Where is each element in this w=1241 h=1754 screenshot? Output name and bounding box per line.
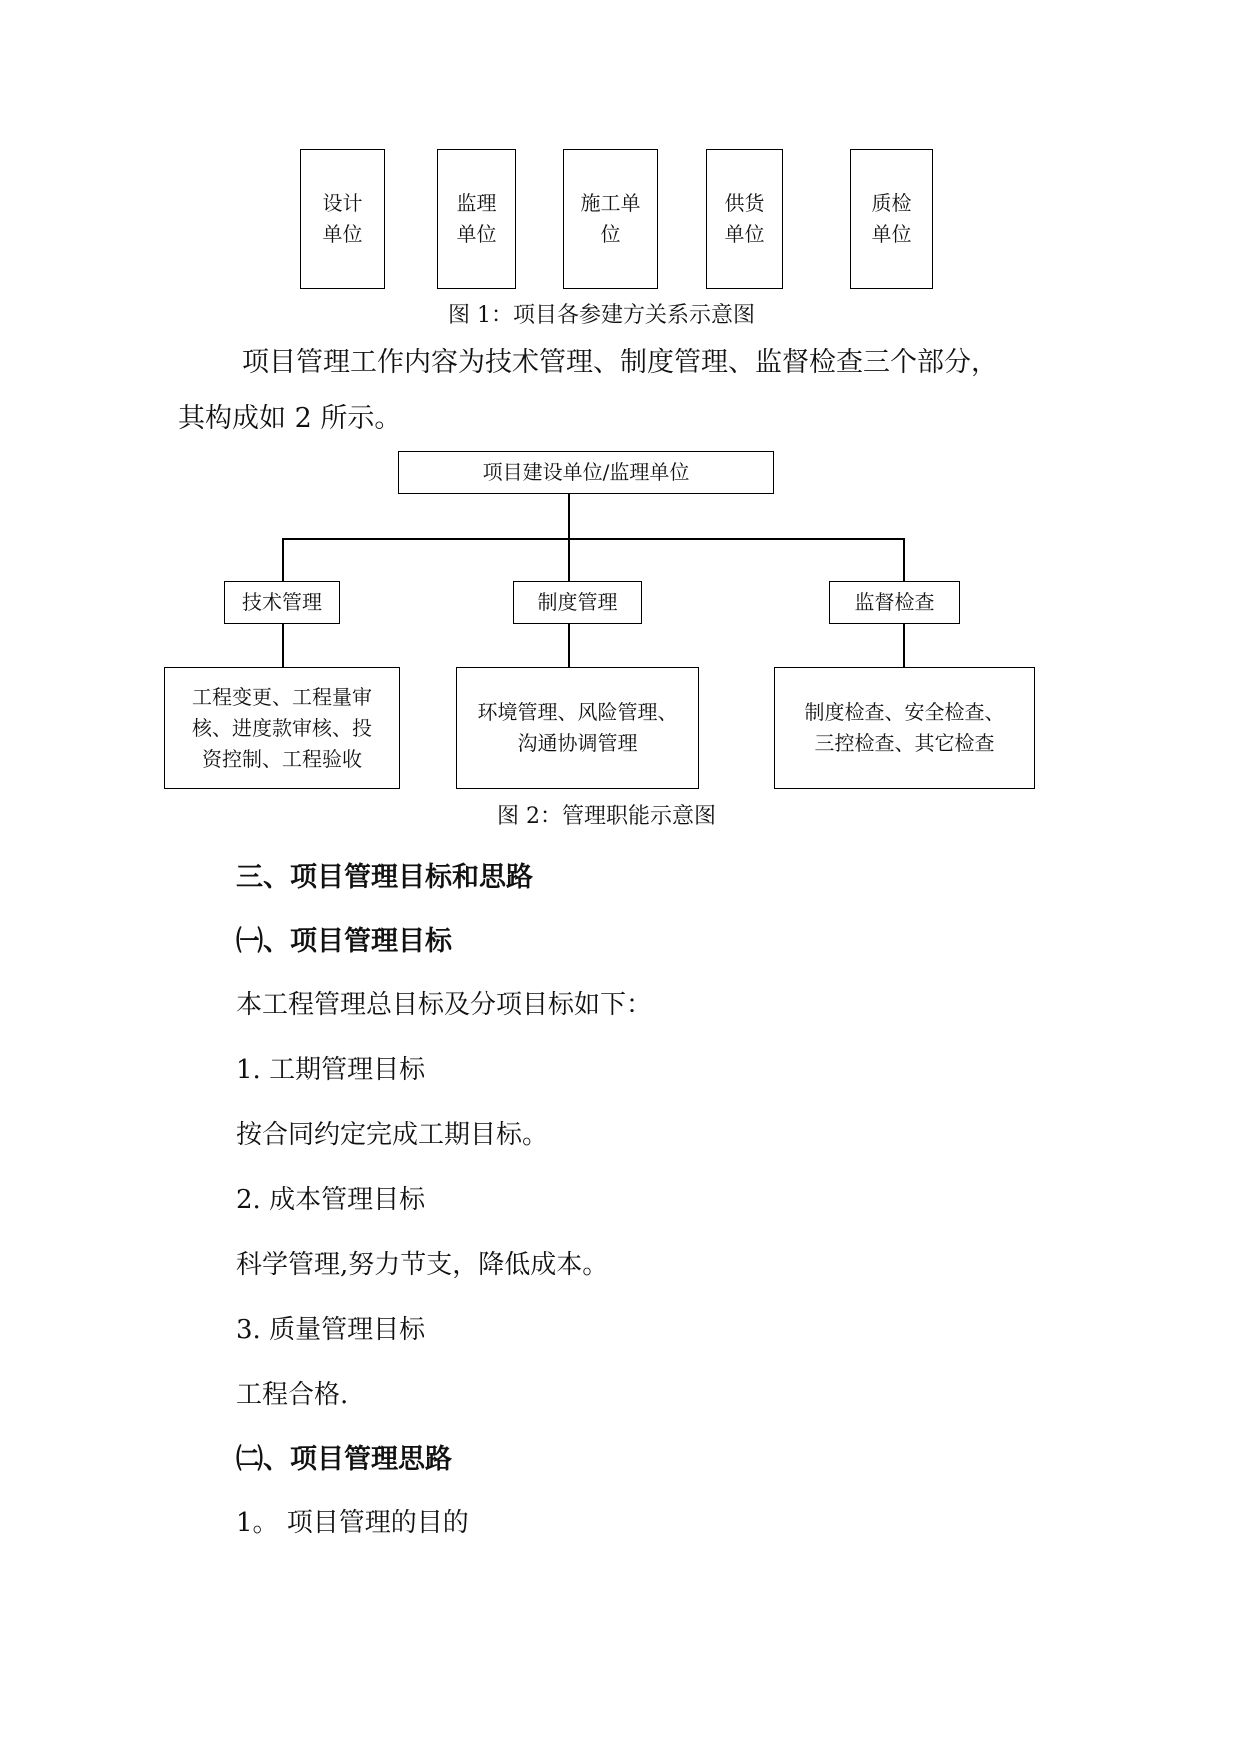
detail-text: 制度检查、安全检查、 三控检查、其它检查 [804,700,1005,755]
branch-box-system [513,581,642,624]
figure-2-caption: 图 2：管理职能示意图 [497,804,716,829]
detail-box-system [456,667,699,789]
root-box [398,451,774,494]
unit-label: 施工单 位 [580,191,641,246]
unit-box-supervision [437,149,516,289]
subsection-1-title: ㈠、项目管理目标 [236,926,452,957]
unit-box-design [300,149,385,289]
unit-label: 质检 单位 [871,191,912,246]
item-3-text: 工程合格. [236,1380,349,1410]
connector-root-down [568,494,570,538]
unit-box-quality-inspection [850,149,933,289]
detail-text: 环境管理、风险管理、 沟通协调管理 [477,700,678,755]
detail-text: 工程变更、工程量审 核、进度款审核、投 资控制、工程验收 [192,684,372,771]
detail-box-technical [164,667,400,789]
intro-line-1: 项目管理工作内容为技术管理、制度管理、监督检查三个部分， [242,347,998,378]
connector-detail-1 [282,624,284,668]
unit-box-construction [563,149,658,289]
unit-box-supplier [706,149,783,289]
item-3-heading: 3. 质量管理目标 [236,1315,426,1345]
connector-detail-3 [903,624,905,668]
unit-label: 监理 单位 [456,191,497,246]
connector-branch-1 [282,538,284,582]
intro-line-2: 其构成如 2 所示。 [178,403,402,434]
section-3-title: 三、项目管理目标和思路 [236,862,533,893]
subsection-2-item-1: 1。 项目管理的目的 [236,1508,469,1538]
item-2-heading: 2. 成本管理目标 [236,1185,426,1215]
connector-branch-3 [903,538,905,582]
branch-box-supervision [829,581,960,624]
connector-branch-2 [568,538,570,582]
root-label: 项目建设单位/监理单位 [482,460,690,484]
subsection-2-title: ㈡、项目管理思路 [236,1444,452,1475]
item-1-heading: 1. 工期管理目标 [236,1055,426,1085]
item-2-text: 科学管理,努力节支，降低成本。 [236,1250,609,1280]
detail-box-supervision [774,667,1035,789]
branch-title: 技术管理 [242,590,322,614]
figure-1-caption: 图 1：项目各参建方关系示意图 [448,303,755,328]
branch-title: 监督检查 [854,590,935,614]
unit-label: 供货 单位 [724,191,765,246]
connector-detail-2 [568,624,570,668]
unit-label: 设计 单位 [322,191,363,246]
subsection-1-intro: 本工程管理总目标及分项目标如下： [236,990,653,1020]
connector-horizontal [282,538,904,540]
branch-title: 制度管理 [537,590,618,614]
item-1-text: 按合同约定完成工期目标。 [236,1120,549,1150]
branch-box-technical [224,581,340,624]
